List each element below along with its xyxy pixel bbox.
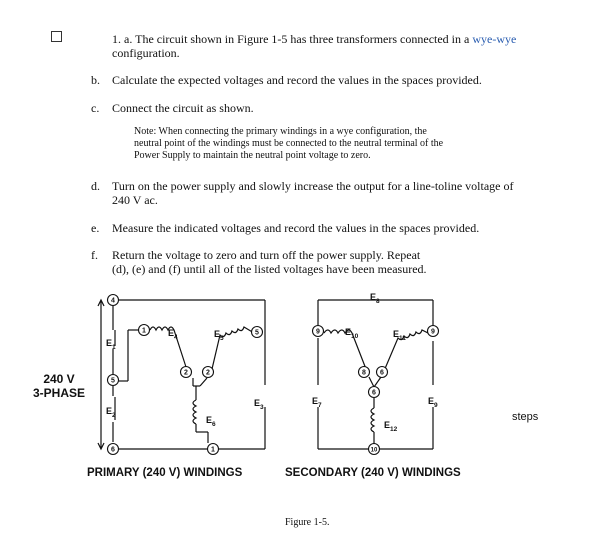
note-line-3: Power Supply to maintain the neutral point voltage to zero. [134, 150, 371, 161]
step-d-label: d. [91, 179, 100, 193]
step-f-label: f. [91, 248, 98, 262]
voltage-e5: $E_5$ [214, 329, 224, 342]
voltage-e8: $E_8$ [370, 292, 380, 305]
voltage-e12: $E_{12}$ [384, 420, 398, 433]
step-e-label: e. [91, 221, 100, 235]
terminal-1-label: 1 [142, 327, 146, 335]
terminal-9-right-label: 9 [431, 328, 435, 336]
terminal-2-left-label: 2 [184, 369, 188, 377]
steps-side-label: steps [512, 411, 539, 423]
coil-e11 [384, 330, 428, 371]
voltage-e2: $E_2$ [106, 406, 116, 419]
terminal-10-label: 10 [370, 447, 378, 454]
wye-wye-link[interactable]: wye-wye [472, 32, 517, 46]
voltage-e6: $E_6$ [206, 415, 216, 428]
terminal-8-label: 8 [362, 369, 366, 377]
step-f-line-2: (d), (e) and (f) until all of the listed voltages have been measured. [112, 262, 427, 276]
terminal-6-left-label: 6 [111, 446, 115, 454]
voltage-e11: $E_{11}$ [393, 329, 406, 342]
step-b-label: b. [91, 73, 100, 87]
note-line-2: neutral point of the windings must be connected to the neutral terminal of the [134, 138, 444, 149]
terminal-6-sec-label: 6 [380, 369, 384, 377]
voltage-e7: $E_7$ [312, 396, 322, 409]
secondary-caption: SECONDARY (240 V) WINDINGS [285, 467, 461, 479]
step-e-text: Measure the indicated voltages and record the values in the spaces provided. [112, 221, 480, 235]
coil-e6 [193, 400, 196, 424]
step-a-text-line2: configuration. [112, 46, 180, 60]
voltage-e1: $E_1$ [106, 338, 116, 351]
source-phase: 3-PHASE [32, 386, 85, 400]
source-voltage: 240 V [43, 372, 75, 386]
voltage-e9: $E_9$ [428, 396, 438, 409]
step-f-line-1: Return the voltage to zero and turn off the power supply. Repeat [112, 248, 421, 262]
terminal-9-left-label: 9 [316, 328, 320, 336]
terminal-5-left-label: 5 [111, 377, 115, 385]
terminal-2-right-label: 2 [206, 369, 210, 377]
note-line-1: Note: When connecting the primary windings in a wye configuration, the [134, 126, 427, 137]
terminal-5-right-label: 5 [255, 329, 259, 337]
voltage-e10: $E_{10}$ [345, 327, 359, 340]
terminal-4-label: 4 [111, 297, 115, 305]
step-c-text: Connect the circuit as shown. [112, 101, 254, 115]
voltage-e4: $E_4$ [168, 328, 178, 341]
step-c-label: c. [91, 101, 100, 115]
figure-caption: Figure 1-5. [285, 517, 330, 528]
terminal-6-center-label: 6 [372, 389, 376, 397]
step-a-text: 1. a. The circuit shown in Figure 1-5 has three transformers connected in a [112, 32, 473, 46]
terminal-1-bottom-label: 1 [211, 446, 215, 454]
coil-e12 [371, 408, 374, 432]
step-b-text: Calculate the expected voltages and record the values in the spaces provided. [112, 73, 482, 87]
step-d-line-1: Turn on the power supply and slowly increase the output for a line-toline voltage of [112, 179, 514, 193]
primary-caption: PRIMARY (240 V) WINDINGS [87, 467, 243, 479]
step-d-line-2: 240 V ac. [112, 193, 158, 207]
voltage-e3: $E_3$ [254, 398, 264, 411]
